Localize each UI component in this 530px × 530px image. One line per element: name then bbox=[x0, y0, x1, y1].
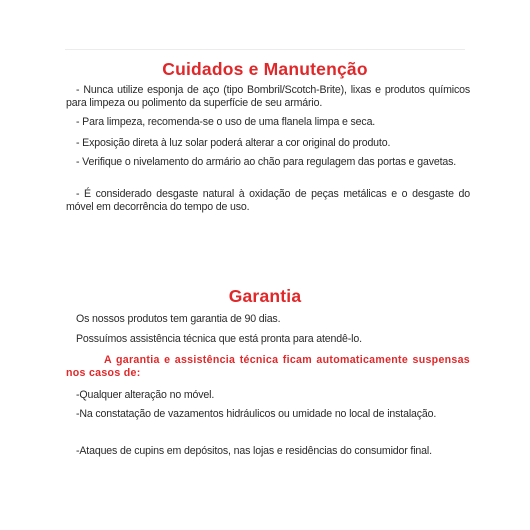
warranty-section-title: Garantia bbox=[228, 286, 302, 306]
care-item: - Nunca utilize esponja de aço (tipo Bombril/Scotch-Brite), lixas e produtos químicos para limpeza ou polimento da superfície de seu armário. bbox=[66, 84, 470, 109]
warranty-assistance-text: Possuímos assistência técnica que está pronta para atendê-lo. bbox=[76, 333, 362, 345]
warranty-period-text: Os nossos produtos tem garantia de 90 dias. bbox=[76, 313, 281, 325]
warranty-suspension-alert: A garantia e assistência técnica ficam automaticamente suspensas nos casos de: bbox=[66, 354, 470, 379]
warranty-case-item: -Qualquer alteração no móvel. bbox=[76, 389, 215, 401]
care-item: - Verifique o nivelamento do armário ao chão para regulagem das portas e gavetas. bbox=[76, 156, 457, 168]
top-divider bbox=[65, 49, 465, 50]
care-section-title: Cuidados e Manutenção bbox=[162, 59, 368, 79]
care-item: - Para limpeza, recomenda-se o uso de uma flanela limpa e seca. bbox=[76, 116, 376, 128]
care-item: - É considerado desgaste natural à oxidação de peças metálicas e o desgaste do móvel em decorrência do tempo de uso. bbox=[66, 188, 470, 213]
care-item: - Exposição direta à luz solar poderá alterar a cor original do produto. bbox=[76, 137, 391, 149]
warranty-case-item: -Ataques de cupins em depósitos, nas lojas e residências do consumidor final. bbox=[76, 445, 432, 457]
warranty-case-item: -Na constatação de vazamentos hidráulicos ou umidade no local de instalação. bbox=[76, 408, 437, 420]
